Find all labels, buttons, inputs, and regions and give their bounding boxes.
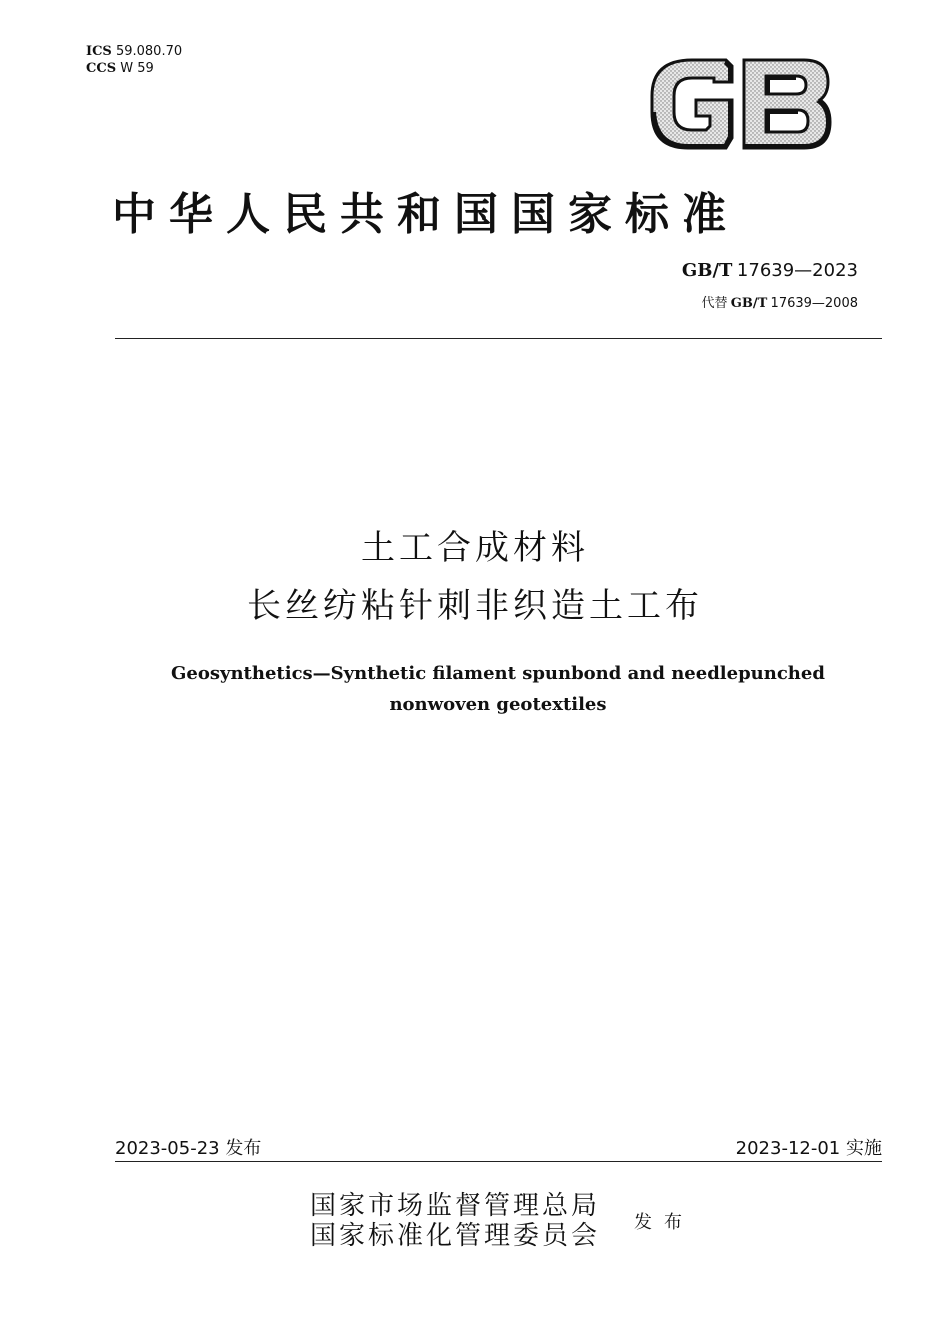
issuing-authorities [310, 1191, 600, 1251]
issue-date [115, 1134, 261, 1160]
english-title-line2: nonwoven geotextiles [389, 694, 607, 715]
issuer-1: 国家市场监督管理总局 [310, 1191, 601, 1221]
header-divider [115, 338, 882, 339]
chinese-title-line1: 土工合成材料 [361, 528, 589, 568]
issuer-2: 国家标准化管理委员会 [310, 1221, 601, 1251]
issue-date-value: 2023-05-23 [115, 1138, 220, 1159]
issue-date-label: 发布 [225, 1138, 262, 1159]
replaces-prefix: GB/T [730, 296, 768, 311]
classification-codes [86, 43, 182, 77]
national-standard-title: 中华人民共和国国家标准 [112, 189, 739, 240]
implementation-date [736, 1134, 882, 1160]
chinese-title-line2: 长丝纺粘针刺非织造土工布 [247, 586, 703, 626]
ics-line [86, 43, 182, 60]
standard-number [682, 260, 858, 281]
ccs-line [86, 60, 182, 77]
standard-number-value: 17639—2023 [736, 260, 858, 281]
english-title-line1: Geosynthetics—Synthetic filament spunbond and needlepunched [171, 663, 825, 684]
implementation-date-label: 实施 [846, 1138, 882, 1159]
standard-number-prefix: GB/T [681, 260, 733, 281]
ics-code: 59.080.70 [115, 44, 183, 59]
ccs-code: W 59 [120, 61, 154, 76]
replaces-label: 代替 [701, 296, 728, 311]
gb-logo-icon [644, 56, 832, 152]
implementation-date-value: 2023-12-01 [735, 1138, 841, 1159]
replaces-standard [702, 292, 858, 311]
ccs-label: CCS [86, 61, 117, 76]
ics-label: ICS [86, 44, 112, 59]
footer-divider [115, 1161, 882, 1162]
replaces-number: 17639—2008 [770, 296, 858, 311]
issue-word: 发布 [634, 1212, 694, 1233]
